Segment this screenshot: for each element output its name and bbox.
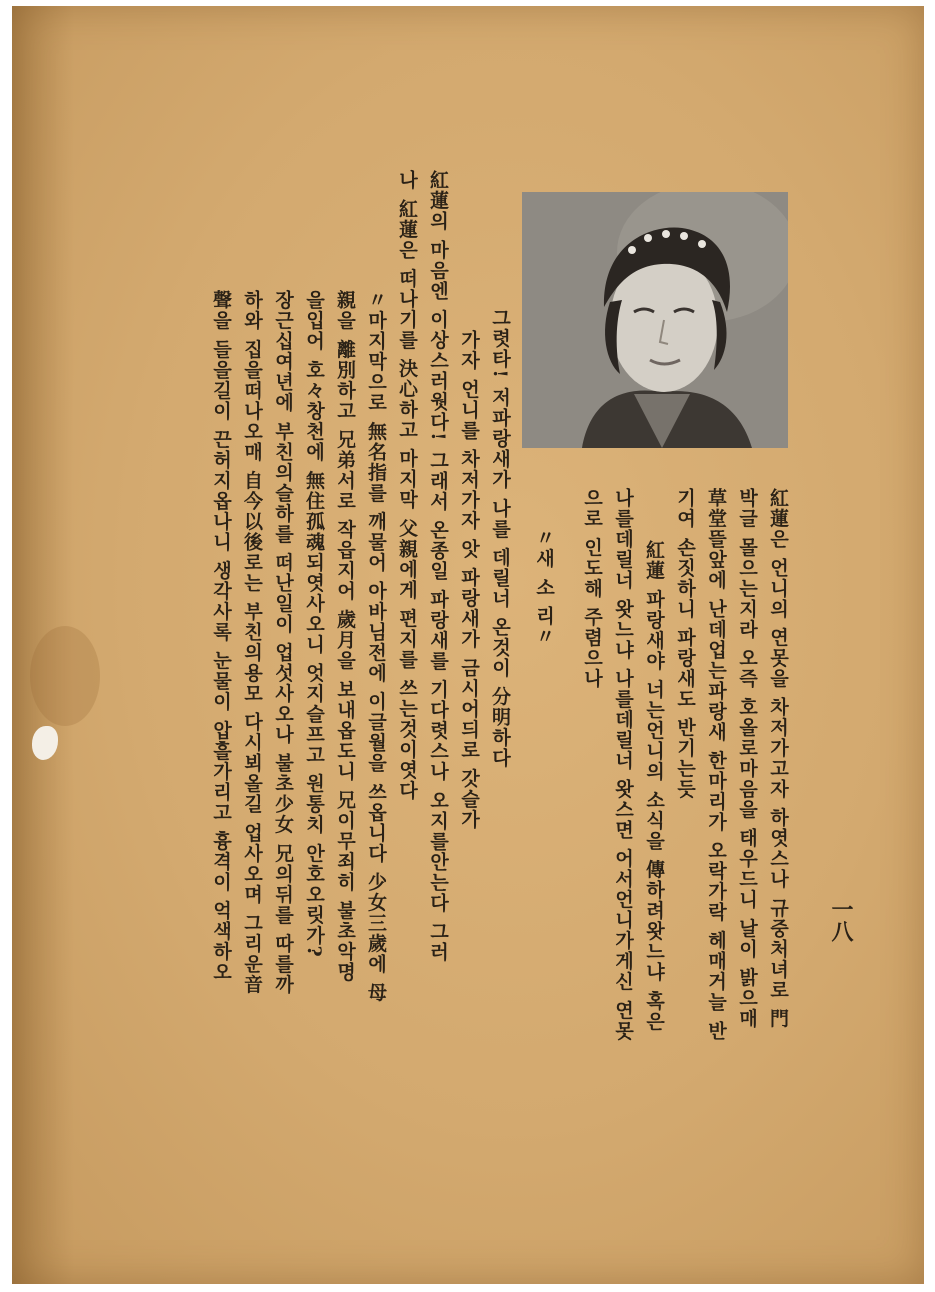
text-column: 聲을 들을길이 끈허지옵나니 생각사록 눈물이 압흘가리고 흉격이 억색하오 [210, 290, 232, 983]
text-column: 草堂뜰앞에 난데업는파랑새 한마리가 오락가락 헤매거늘 반 [705, 488, 727, 1042]
section-heading: 〃새 소 리〃 [533, 528, 555, 647]
text-column: 으로 인도해 주렴으나 [581, 488, 603, 689]
text-column: 하와 집을떠나오매 自今以後로는 부친의용모 다시뵈올길 업사오며 그리운音 [241, 290, 263, 995]
edge-stain [30, 626, 100, 726]
text-column: 紅蓮은 언니의 연못을 차저가고자 하엿스나 규중처녀로 門 [767, 488, 789, 1029]
text-column: 을입어 호々창천에 無住孤魂되엿사오니 엇지슬프고 원통치 안호오릿가? [303, 290, 325, 959]
text-column: 〃마지막으로 無名指를 깨물어 아바님전에 이글월을 쓰옵니다 少女三歲에 母 [365, 290, 387, 1003]
text-column: 나를데릴너 왓느냐 나를데릴너 왓스면 어서언니가게신 연못 [612, 488, 634, 1042]
portrait-photo [522, 192, 788, 448]
text-column: 그렷타! 저파랑새가 나를 데릴너 온것이 分明하다 [489, 308, 511, 769]
text-column: 박글 몰으는지라 오즉 호올로마음을 태우드니 날이 밝으매 [736, 488, 758, 1029]
text-column: 가자 언니를 차저가자 앗 파랑새가 금시어듸로 갓슬가 [458, 330, 480, 830]
text-column: 親을 離別하고 兄弟서로 작읍지어 歲月을 보내옵도니 兄이무죄히 불초악명 [334, 290, 356, 983]
text-column: 紅蓮의 마음엔 이상스러웟다! 그래서 온종일 파랑새를 기다렷스나 오지를안는다 그러 [427, 170, 449, 963]
text-column: 장근십여년에 부친의슬하를 떠난일이 업섯사오나 불초少女 兄의뒤를 따를까 [272, 290, 294, 995]
page-number: 一八 [828, 898, 854, 942]
text-column: 기여 손짓하니 파랑새도 반기는듯 [674, 488, 696, 800]
text-column: 紅蓮 파랑새야 너는언니의 소식을 傳하려왓느냐 혹은 [643, 540, 665, 1032]
text-column: 나 紅蓮은 떠나기를 決心하고 마지막 父親에게 편지를 쓰는것이엿다 [396, 170, 418, 801]
